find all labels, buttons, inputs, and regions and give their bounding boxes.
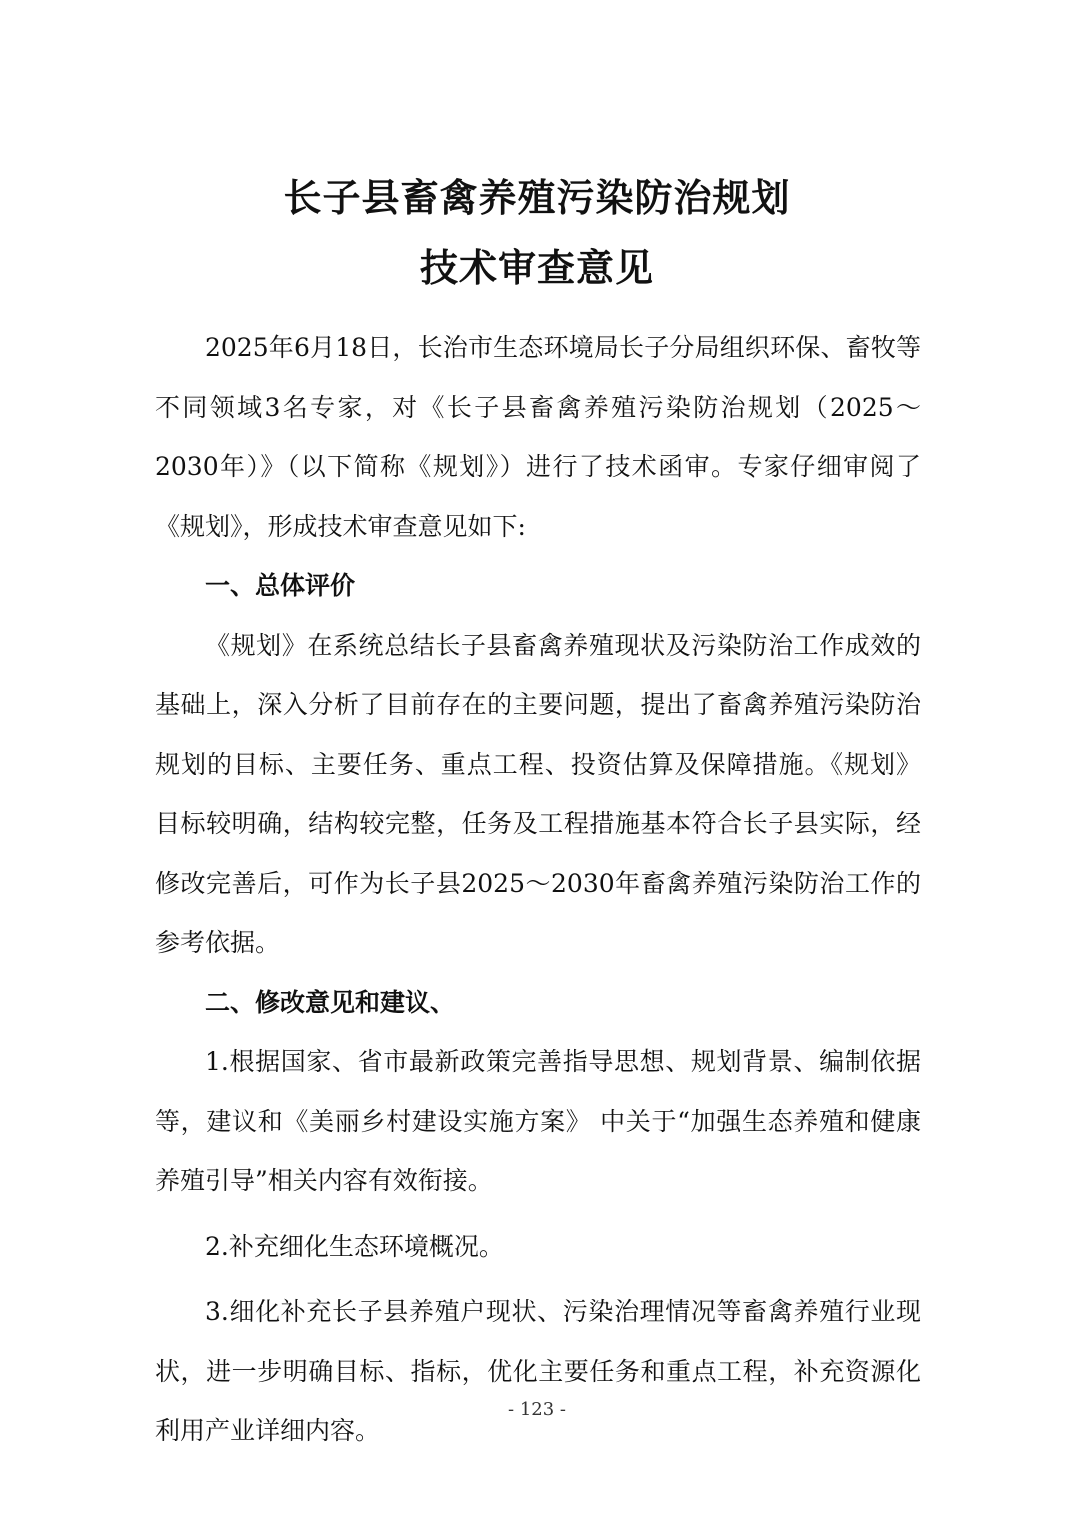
suggestion-item-3: 3.细化补充长子县养殖户现状、污染治理情况等畜禽养殖行业现状，进一步明确目标、指标，优化主要任务和重点工程，补充资源化利用产业详细内容。 (155, 1297, 921, 1445)
suggestion-item-1: 1.根据国家、省市最新政策完善指导思想、规划背景、编制依据等，建议和《美丽乡村建设实施方案》 中关于“加强生态养殖和健康养殖引导”相关内容有效衔接。 (155, 1047, 921, 1195)
document-title: 长子县畜禽养殖污染防治规划 (283, 176, 791, 220)
document-body (155, 318, 921, 1461)
section-heading-revision-suggestions: 二、修改意见和建议、 (205, 987, 456, 1017)
overall-evaluation-paragraph: 《规划》在系统总结长子县畜禽养殖现状及污染防治工作成效的基础上，深入分析了目前存在的主要问题，提出了畜禽养殖污染防治规划的目标、主要任务、重点工程、投资估算及保障措施。《规划》 目标较明确，结构较完整，任务及工程措施基本符合长子县实际，经修改完善后，可作为长子县2025～2030年畜禽养殖污染防治工作的参考依据。 (155, 630, 921, 957)
document-subtitle: 技术审查意见 (419, 246, 654, 290)
suggestion-item-2: 2.补充细化生态环境概况。 (205, 1231, 504, 1261)
page-number: - 123 - (508, 1399, 566, 1420)
section-heading-overall-evaluation: 一、总体评价 (205, 571, 356, 600)
intro-paragraph: 2025年6月18日，长治市生态环境局长子分局组织环保、畜牧等不同领域3名专家，对《长子县畜禽养殖污染防治规划（2025～ 2030年）》（以下简称《规划》）进行了技术函审。专家仔细审阅了《规划》，形成技术审查意见如下: (155, 333, 921, 541)
